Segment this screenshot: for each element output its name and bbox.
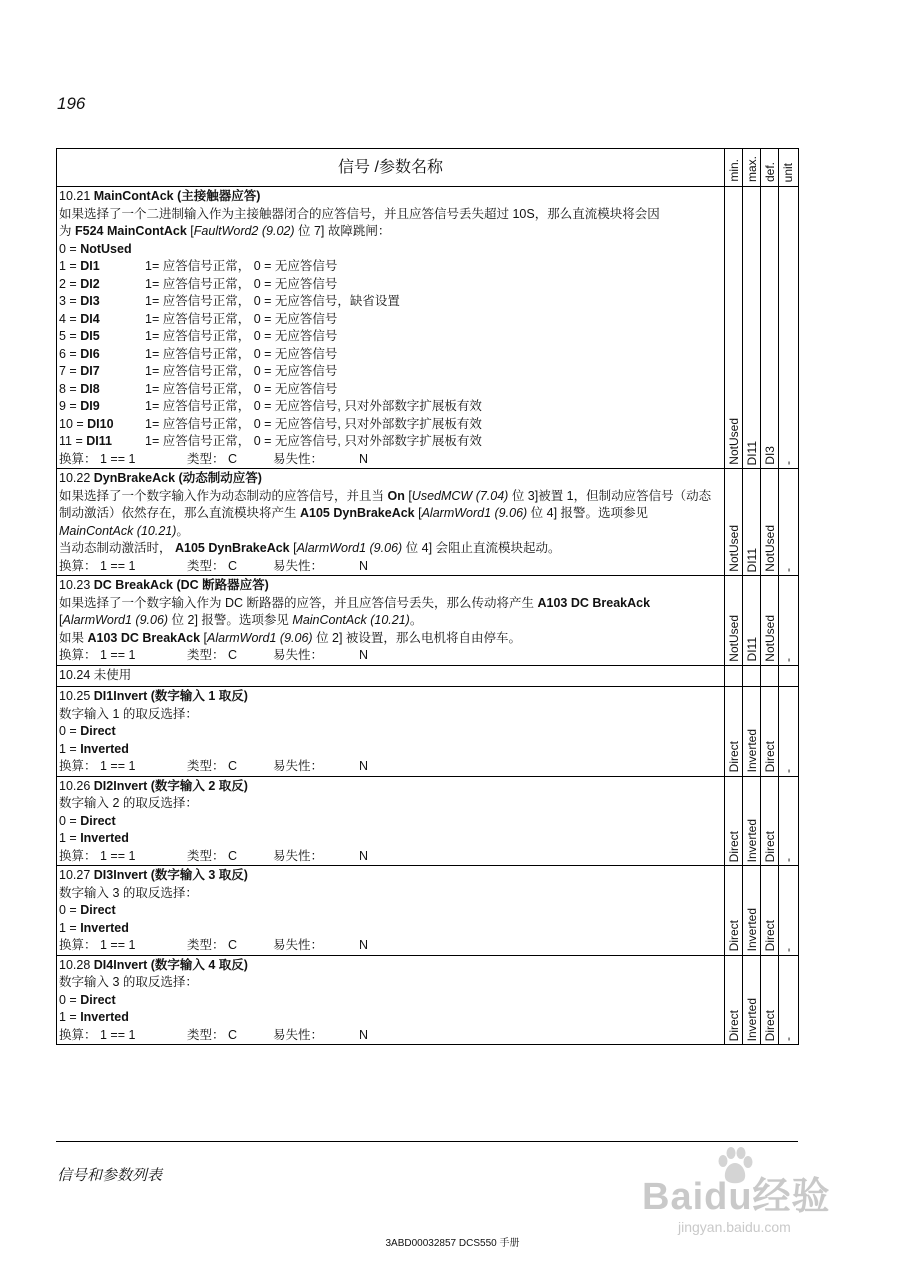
max-value: Inverted	[743, 955, 761, 1045]
min-value: Direct	[725, 776, 743, 866]
param-description: 数字输入 3 的取反选择：	[59, 975, 198, 989]
param-desc	[57, 955, 725, 1045]
header-def: def.	[761, 149, 779, 187]
option-line: 0 = Direct	[59, 903, 116, 917]
default-value: Direct	[761, 955, 779, 1045]
min-value: NotUsed	[725, 576, 743, 666]
param-row-10-22	[57, 469, 799, 576]
param-attributes: 换算： 1 == 1 类型： C 易失性： N	[59, 648, 369, 662]
max-value	[743, 665, 761, 687]
option-line: 1 = Inverted	[59, 920, 129, 935]
default-value: Direct	[761, 687, 779, 777]
param-row-10-21	[57, 187, 799, 469]
option-line: 3 = DI3 1= 应答信号正常， 0 = 无应答信号，缺省设置	[59, 294, 400, 308]
option-line: 0 = Direct	[59, 813, 116, 828]
unit-value: -	[779, 576, 799, 666]
max-value: DI11	[743, 576, 761, 666]
param-title: 10.26 DI2Invert (数字输入 2 取反)	[59, 778, 248, 793]
unit-value: -	[779, 687, 799, 777]
param-attributes: 换算： 1 == 1 类型： C 易失性： N	[59, 1027, 369, 1042]
param-row-10-23	[57, 576, 799, 666]
option-line: 4 = DI4 1= 应答信号正常， 0 = 无应答信号	[59, 311, 338, 326]
watermark-brand: Baidu经验	[642, 1176, 831, 1218]
param-description: 数字输入 3 的取反选择：	[59, 885, 198, 900]
min-value: Direct	[725, 955, 743, 1045]
unit-value: -	[779, 955, 799, 1045]
param-row-10-26	[57, 776, 799, 866]
param-desc	[57, 576, 725, 666]
parameter-table	[56, 148, 799, 1045]
option-line: 11 = DI11 1= 应答信号正常， 0 = 无应答信号, 只对外部数字扩展板有效	[59, 434, 482, 448]
param-attributes: 换算： 1 == 1 类型： C 易失性： N	[59, 558, 369, 573]
footer-section-title: 信号和参数列表	[57, 1167, 163, 1184]
param-description: 数字输入 1 的取反选择：	[59, 706, 198, 721]
header-min: min.	[725, 149, 743, 187]
param-row-10-24	[57, 665, 799, 687]
param-title: 10.22 DynBrakeAck (动态制动应答)	[59, 471, 262, 485]
option-line: 8 = DI8 1= 应答信号正常， 0 = 无应答信号	[59, 381, 338, 396]
table-header-row	[57, 149, 799, 187]
min-value: NotUsed	[725, 469, 743, 576]
unit-value: -	[779, 187, 799, 469]
unit-value: -	[779, 776, 799, 866]
max-value: Inverted	[743, 776, 761, 866]
page-number: 196	[57, 94, 86, 113]
header-name: 信号 /参数名称	[57, 149, 725, 187]
default-value: DI3	[761, 187, 779, 469]
option-line: 2 = DI2 1= 应答信号正常， 0 = 无应答信号	[59, 276, 338, 291]
default-value: Direct	[761, 776, 779, 866]
param-description: 如果选择了一个二进制输入作为主接触器闭合的应答信号，并且应答信号丢失超过 10S，那么直流模块将会因	[59, 206, 660, 221]
param-title: 10.28 DI4Invert (数字输入 4 取反)	[59, 957, 248, 972]
option-line: 9 = DI9 1= 应答信号正常， 0 = 无应答信号, 只对外部数字扩展板有效	[59, 399, 482, 413]
param-description: 如果选择了一个数字输入作为 DC 断路器的应答，并且应答信号丢失，那么传动将产生 A103 DC BreakAck [AlarmWord1 (9.06) 位 2] 报警。选项参见 MainContAck (10.21)。	[59, 595, 651, 627]
param-description: 数字输入 2 的取反选择：	[59, 796, 198, 810]
param-desc	[57, 866, 725, 956]
watermark-url: jingyan.baidu.com	[678, 1219, 791, 1235]
min-value: Direct	[725, 866, 743, 956]
max-value: Inverted	[743, 687, 761, 777]
baidu-watermark	[642, 1145, 852, 1255]
min-value	[725, 665, 743, 687]
option-line: 0 = NotUsed	[59, 241, 132, 256]
unit-value	[779, 665, 799, 687]
param-description-2: 为 F524 MainContAck [FaultWord2 (9.02) 位 7] 故障跳闸：	[59, 224, 391, 238]
option-line: 1 = Inverted	[59, 831, 129, 845]
param-description-2: 当动态制动激活时， A105 DynBrakeAck [AlarmWord1 (9.06) 位 4] 会阻止直流模块起动。	[59, 541, 561, 555]
param-row-10-27	[57, 866, 799, 956]
default-value: Direct	[761, 866, 779, 956]
param-desc	[57, 776, 725, 866]
param-row-10-28	[57, 955, 799, 1045]
unit-value: -	[779, 866, 799, 956]
param-title: 10.27 DI3Invert (数字输入 3 取反)	[59, 868, 248, 882]
param-desc	[57, 187, 725, 469]
param-title: 10.24 未使用	[59, 667, 132, 682]
param-desc	[57, 687, 725, 777]
param-row-10-25	[57, 687, 799, 777]
option-line: 10 = DI10 1= 应答信号正常， 0 = 无应答信号, 只对外部数字扩展板有效	[59, 416, 482, 431]
option-line: 7 = DI7 1= 应答信号正常， 0 = 无应答信号	[59, 364, 338, 378]
option-line: 1 = DI1 1= 应答信号正常， 0 = 无应答信号	[59, 259, 338, 273]
param-attributes: 换算： 1 == 1 类型： C 易失性： N	[59, 759, 369, 773]
param-title: 10.25 DI1Invert (数字输入 1 取反)	[59, 689, 248, 703]
param-attributes: 换算： 1 == 1 类型： C 易失性： N	[59, 848, 369, 863]
option-line: 1 = Inverted	[59, 741, 129, 756]
option-line: 0 = Direct	[59, 992, 116, 1007]
param-title: 10.23 DC BreakAck (DC 断路器应答)	[59, 578, 269, 592]
min-value: Direct	[725, 687, 743, 777]
param-attributes: 换算： 1 == 1 类型： C 易失性： N	[59, 938, 369, 952]
default-value: NotUsed	[761, 576, 779, 666]
option-line: 5 = DI5 1= 应答信号正常， 0 = 无应答信号	[59, 329, 338, 343]
option-line: 6 = DI6 1= 应答信号正常， 0 = 无应答信号	[59, 346, 338, 361]
footer-document-id: 3ABD00032857 DCS550 手册	[385, 1238, 520, 1249]
param-title: 10.21 MainContAck (主接触器应答)	[59, 189, 261, 203]
param-desc	[57, 665, 725, 687]
param-attributes: 换算： 1 == 1 类型： C 易失性： N	[59, 451, 369, 466]
default-value: NotUsed	[761, 469, 779, 576]
param-description: 如果选择了一个数字输入作为动态制动的应答信号，并且当 On [UsedMCW (7.04) 位 3]被置 1，但制动应答信号（动态制动激活）依然存在，那么直流模块将产生 A105 DynBrakeAck [AlarmWord1 (9.06) 位 4] 报警。选项参见 MainContAck (10.21)。	[59, 488, 712, 538]
footer-divider	[56, 1141, 798, 1142]
header-unit: unit	[779, 149, 799, 187]
default-value	[761, 665, 779, 687]
param-desc	[57, 469, 725, 576]
option-line: 1 = Inverted	[59, 1010, 129, 1024]
header-max: max.	[743, 149, 761, 187]
min-value: NotUsed	[725, 187, 743, 469]
max-value: DI11	[743, 187, 761, 469]
unit-value: -	[779, 469, 799, 576]
option-line: 0 = Direct	[59, 724, 116, 738]
max-value: DI11	[743, 469, 761, 576]
max-value: Inverted	[743, 866, 761, 956]
param-description-2: 如果 A103 DC BreakAck [AlarmWord1 (9.06) 位 2] 被设置，那么电机将自由停车。	[59, 630, 521, 645]
